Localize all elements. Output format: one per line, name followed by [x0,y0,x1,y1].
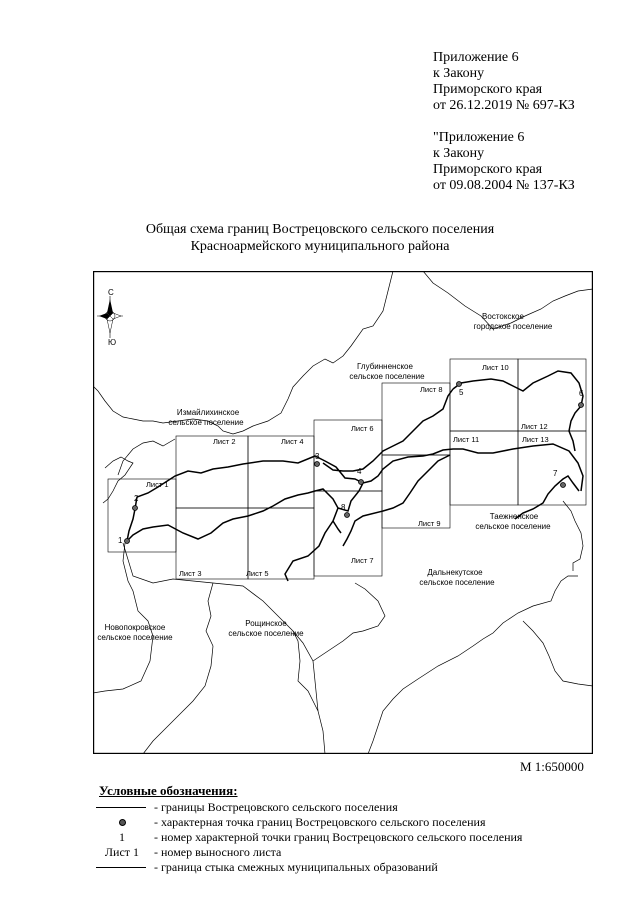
appendix-line: от 26.12.2019 № 697-КЗ [433,98,575,113]
sheet-label-4[interactable]: Лист 4 [281,437,304,446]
zone-taezh-name: Таежненское [489,512,539,521]
point-label-1: 1 [118,536,123,545]
appendix-line: от 09.08.2004 № 137-КЗ [433,178,575,193]
appendix-line: Приложение 6 [433,50,519,65]
zone-vostok-type: городское поселение [473,322,553,331]
point-marker-7[interactable] [561,483,566,488]
compass-south-label: Ю [108,338,117,347]
point-label-2: 2 [134,494,139,503]
point-label-6: 6 [579,389,584,398]
legend-item-text: - граница стыка смежных муниципальных образований [154,860,438,874]
point-marker-3[interactable] [315,462,320,467]
zone-izm-name: Измайлихинское [176,408,240,417]
map-title [0,221,640,255]
zone-glub-type: сельское поселение [349,372,425,381]
map-scale: М 1:650000 [520,759,584,774]
legend-item-text: - номер выносного листа [154,845,282,859]
appendix-header-new [433,50,575,114]
boundary-line-icon [96,807,146,808]
sheet-label-6[interactable]: Лист 6 [351,424,374,433]
zone-izm-type: сельское поселение [168,418,244,427]
sheet-label-7[interactable]: Лист 7 [351,556,374,565]
point-marker-4[interactable] [359,480,364,485]
zone-daln-name: Дальнекутское [427,568,483,577]
point-label-4: 4 [357,467,362,476]
boundary-map[interactable] [93,271,593,754]
zone-novo-name: Новопокровское [104,623,166,632]
legend-item-text: - номер характерной точки границ Вострецовского сельского поселения [154,830,523,844]
sheet-label-1[interactable]: Лист 1 [146,480,169,489]
legend-title: Условные обозначения: [99,783,238,798]
point-label-8: 8 [341,503,346,512]
zone-rosch-type: сельское поселение [228,629,304,638]
point-label-3: 3 [315,452,320,461]
compass-north-label: С [108,288,114,297]
sheet-label-11[interactable]: Лист 11 [453,435,480,444]
map-title-line: Красноармейского муниципального района [190,239,450,254]
zone-glub-name: Глубинненское [357,362,413,371]
legend-symbol-text: Лист 1 [104,845,140,859]
zone-taezh-type: сельское поселение [475,522,551,531]
zone-vostok-name: Востокское [482,312,524,321]
appendix-line: Приморского края [433,82,543,97]
zone-novo-type: сельское поселение [97,633,173,642]
zone-rosch-name: Рощинское [245,619,287,628]
appendix-line: Приморского края [433,162,543,177]
appendix-line: к Закону [433,146,485,161]
sheet-label-13[interactable]: Лист 13 [522,435,549,444]
legend-item-text: - границы Вострецовского сельского поселения [154,800,398,814]
point-marker-6[interactable] [579,403,584,408]
sheet-label-3[interactable]: Лист 3 [179,569,202,578]
point-label-5: 5 [459,388,464,397]
junction-line-icon [96,867,146,868]
point-marker-1[interactable] [125,539,130,544]
sheet-label-10[interactable]: Лист 10 [482,363,509,372]
legend-item-text: - характерная точка границ Вострецовского сельского поселения [154,815,486,829]
settlement-boundary-line [127,371,583,581]
appendix-line: "Приложение 6 [433,130,525,145]
point-marker-icon [94,815,150,829]
sheet-label-9[interactable]: Лист 9 [418,519,441,528]
point-marker-5[interactable] [457,382,462,387]
zone-daln-type: сельское поселение [419,578,495,587]
point-marker-8[interactable] [345,513,350,518]
sheet-label-12[interactable]: Лист 12 [521,422,548,431]
appendix-line: к Закону [433,66,485,81]
sheet-label-8[interactable]: Лист 8 [420,385,443,394]
legend-symbol-text: 1 [119,830,125,844]
zone-labels [97,312,552,642]
sheet-label-2[interactable]: Лист 2 [213,437,236,446]
sheet-grid [108,359,586,579]
map-title-line: Общая схема границ Вострецовского сельского поселения [145,222,495,237]
appendix-header-old [433,130,575,194]
compass-rose-icon [97,288,123,347]
point-marker-2[interactable] [133,506,138,511]
point-label-7: 7 [553,469,558,478]
sheet-label-5[interactable]: Лист 5 [246,569,269,578]
